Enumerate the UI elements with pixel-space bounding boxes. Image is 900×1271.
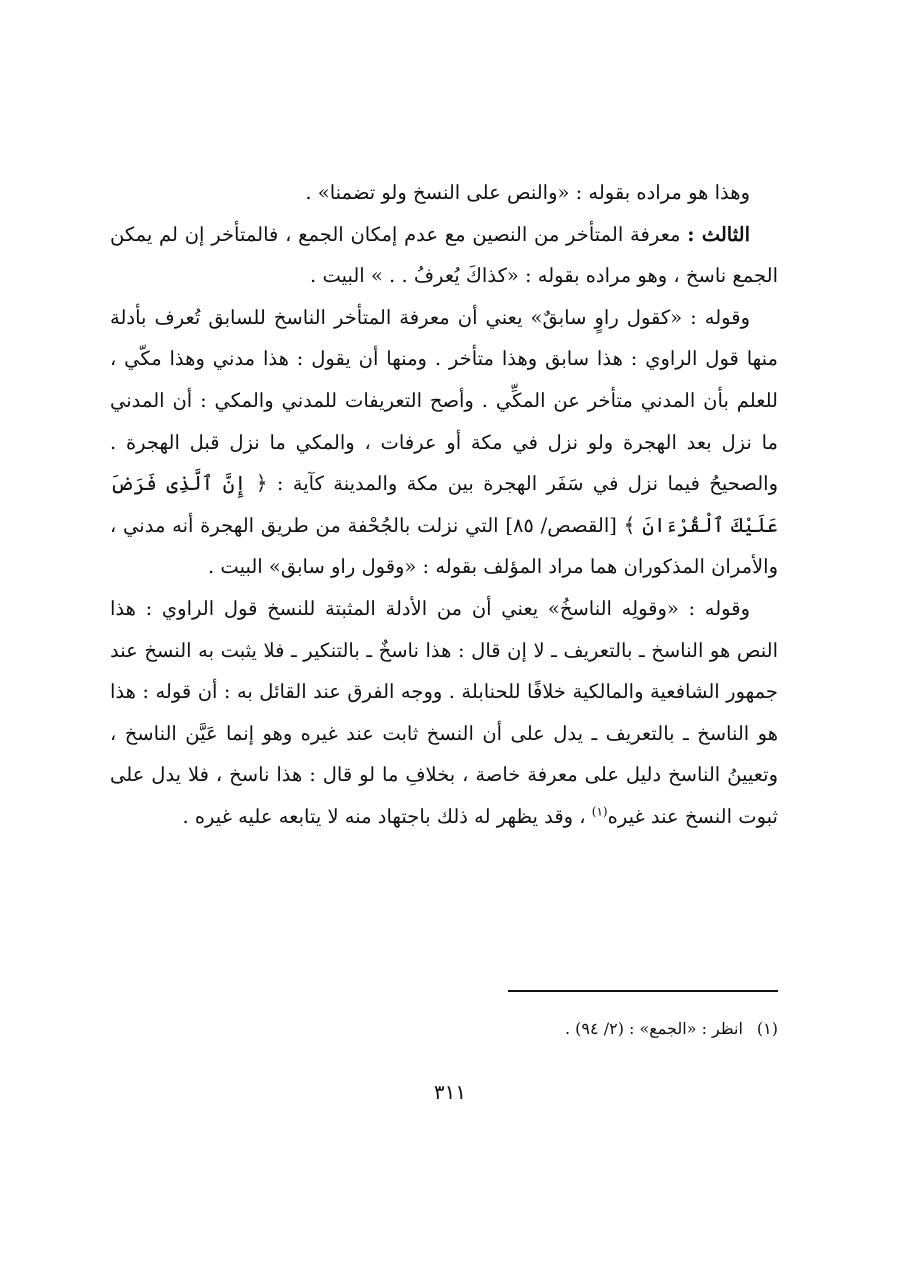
paragraph-3-text-a: وقوله : «كقول راوٍ سابقٌ» يعني أن معرفة المتأخر الناسخ للسابق تُعرف بأدلة منها قول الراوي : هذا سابق وهذا متأخر . ومنها أن يقول : هذا مدني وهذا مكّي ، للعلم بأن المدني متأخر عن المكِّي . وأصح التعريفات للمدني والمكي : أن المدني ما نزل بعد الهجرة ولو نزل في مكة أو عرفات ، والمكي ما نزل قبل الهجرة . والصحيحُ فيما نزل في سَفَر الهجرة بين مكة والمدينة كآية : <box>110 305 779 496</box>
paragraph-4-text-b: ، وقد يظهر له ذلك باجتهاد منه لا يتابعه عليه غيره . <box>182 804 592 828</box>
paragraph-2-heading: الثالث : <box>687 222 750 246</box>
footnote-text: انظر : «الجمع» : (٢/ ٩٤) . <box>565 1019 743 1038</box>
paragraph-1 <box>110 172 778 214</box>
quran-verse: ﴿ إِنَّ ٱلَّذِى فَرَضَ عَلَيْكَ ٱلْقُرْءَانَ ﴾ <box>110 471 779 537</box>
paragraph-2-text: معرفة المتأخر من النصين مع عدم إمكان الجمع ، فالمتأخر إن لم يمكن الجمع ناسخ ، وهو مراده بقوله : «كذاكَ يُعرفُ . . » البيت . <box>110 222 778 288</box>
main-text <box>110 172 778 838</box>
paragraph-1-text: وهذا هو مراده بقوله : «والنص على النسخ ولو تضمنا» . <box>305 181 750 204</box>
page-number: ٣١١ <box>433 1080 467 1104</box>
paragraph-4 <box>110 588 778 838</box>
paragraph-3 <box>110 297 778 588</box>
paragraph-2 <box>110 214 778 297</box>
paragraph-3-text-b: [القصص/ ٨٥] التي نزلت بالجُحْفة من طريق الهجرة أنه مدني ، والأمران المذكوران هما مراد المؤلف بقوله : «وقول راو سابق» البيت . <box>110 513 778 579</box>
footnote-number: (١) <box>756 1019 778 1038</box>
footnote-reference[interactable]: (١) <box>591 804 608 819</box>
paragraph-4-text-a: وقوله : «وقولِه الناسخُ» يعني أن من الأدلة المثبتة للنسخ قول الراوي : هذا النص هو الناسخ ـ بالتعريف ـ لا إن قال : هذا ناسخٌ ـ بالتنكير ـ فلا يثبت به النسخ عند جمهور الشافعية والمالكية خلافًا للحنابلة . ووجه الفرق عند القائل به : أن قوله : هذا هو الناسخ ـ بالتعريف ـ يدل على أن النسخ ثابت عند غيره وهو إنما عَيَّن الناسخ ، وتعيينُ الناسخ دليل على معرفة خاصة ، بخلافِ ما لو قال : هذا ناسخ ، فلا يدل على ثبوت النسخ عند غيره <box>110 596 778 828</box>
footnote-divider <box>508 990 778 992</box>
footnote <box>110 1016 778 1042</box>
